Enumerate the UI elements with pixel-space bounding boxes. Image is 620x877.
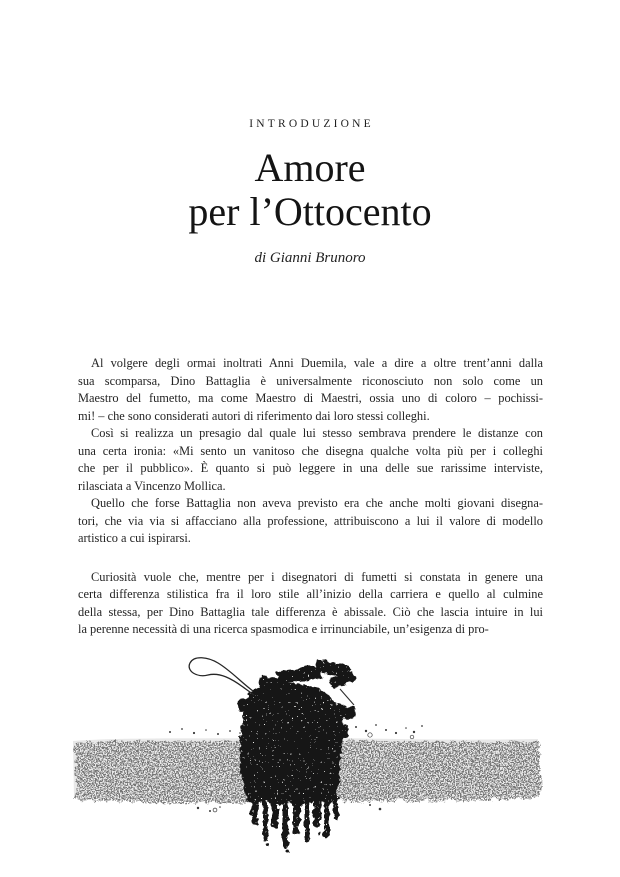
text-line: certa differenza stilistica fra il loro stile all’inizio della carriera e quello al culmine bbox=[78, 587, 543, 601]
text-line: Al volgere degli ormai inoltrati Anni Duemila, vale a dire a oltre trent’anni dalla bbox=[91, 356, 543, 370]
text-line: Curiosità vuole che, mentre per i disegnatori di fumetti si constata in genere una bbox=[91, 569, 543, 584]
page-title bbox=[0, 146, 620, 234]
text-line: che per il pubblico». È quanto si può leggere in una delle sue rarissime interviste, bbox=[78, 461, 543, 475]
text-line: rilasciata a Vincenzo Mollica. bbox=[78, 478, 226, 493]
ink-illustration bbox=[70, 653, 545, 853]
text-line: una certa ironia: «Mi sento un vanitoso che disegna qualche volta più per i colleghi bbox=[78, 443, 543, 458]
section-kicker: INTRODUZIONE bbox=[249, 118, 374, 130]
paragraph bbox=[78, 425, 543, 495]
text-line: artistico a cui ispirarsi. bbox=[78, 531, 191, 545]
body-text bbox=[78, 355, 543, 639]
page-title-line-2: per l’Ottocento bbox=[188, 189, 432, 234]
text-line: mi! – che sono considerati autori di riferimento dai loro stessi colleghi. bbox=[78, 408, 430, 423]
ink-loop-line bbox=[189, 658, 254, 695]
text-line: la perenne necessità di una ricerca spasmodica e irrinunciabile, un’esigenza di pro- bbox=[78, 622, 489, 636]
paragraph bbox=[78, 355, 543, 425]
page-title-line-1: Amore bbox=[254, 145, 366, 190]
text-line: tori, che via via si affacciano alla professione, attribuiscono a lui il valore di modello bbox=[78, 513, 543, 528]
text-line: della stessa, per Dino Battaglia tale differenza è abissale. Ciò che lascia intuire in lui bbox=[78, 604, 543, 619]
ink-stray-line bbox=[340, 689, 354, 705]
text-line: Quello che forse Battaglia non aveva previsto era che anche molti giovani disegna- bbox=[91, 496, 543, 510]
text-line: Così si realizza un presagio dal quale lui stesso sembrava prendere le distanze con bbox=[91, 426, 543, 440]
paragraph bbox=[78, 569, 543, 639]
byline: di Gianni Brunoro bbox=[254, 250, 366, 266]
paragraph bbox=[78, 495, 543, 548]
text-line: Maestro del fumetto, ma come Maestro di Maestri, ossia uno di coloro – pochissi- bbox=[78, 391, 543, 405]
text-line: sua scomparsa, Dino Battaglia è universalmente riconosciuto non solo come un bbox=[78, 373, 543, 388]
ink-blot bbox=[235, 657, 355, 852]
